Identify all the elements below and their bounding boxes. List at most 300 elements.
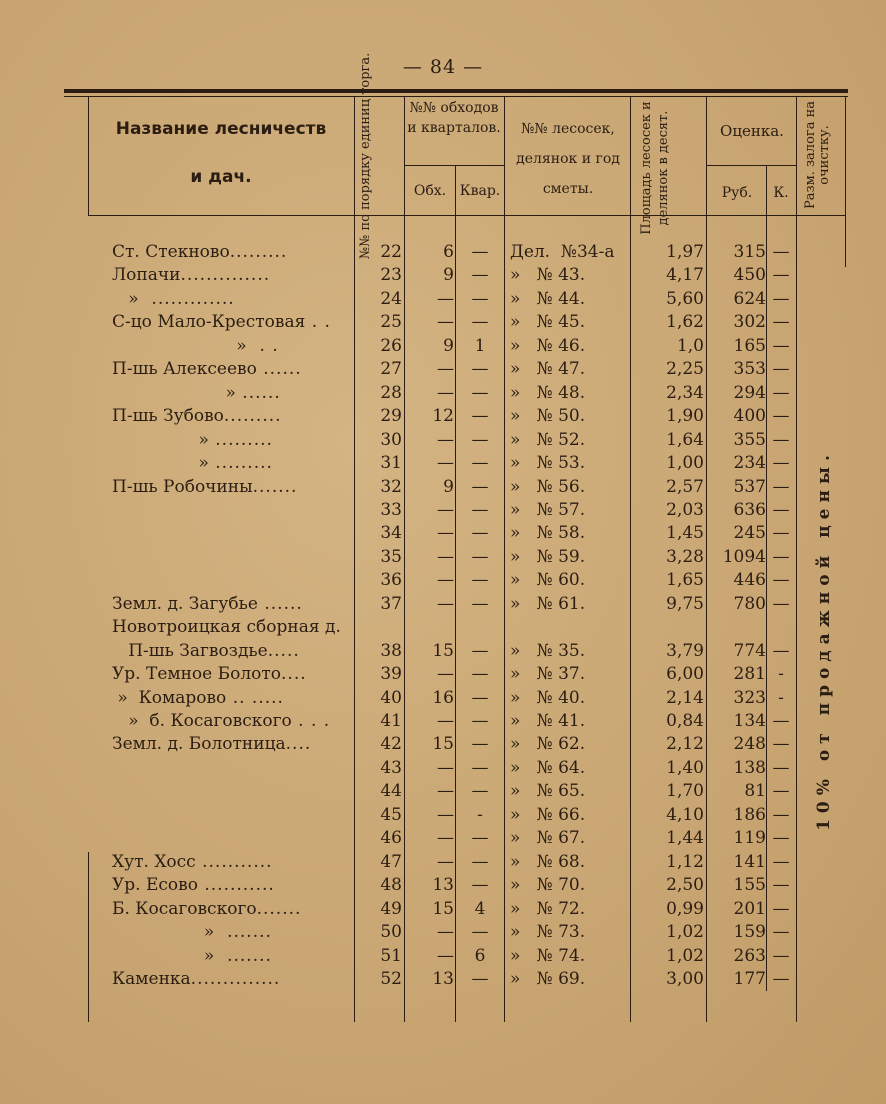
row-price-rub: 353 bbox=[733, 359, 766, 380]
table-border-left bbox=[88, 97, 89, 215]
row-name-text: Новотроицкая сборная д. bbox=[112, 617, 341, 638]
row-price-rub: 636 bbox=[733, 499, 766, 520]
row-name-text: » bbox=[112, 453, 209, 474]
row-kvartal: — bbox=[471, 312, 489, 333]
row-price-rub: 159 bbox=[733, 922, 766, 943]
row-area: 1,0 bbox=[676, 335, 704, 356]
row-name-text: Каменка bbox=[112, 968, 191, 989]
row-name-text: Ст. Стекново bbox=[112, 242, 230, 262]
row-name bbox=[112, 593, 352, 616]
row-obhod: 12 bbox=[432, 406, 454, 427]
table-row bbox=[0, 358, 886, 381]
row-leader-dots: .... bbox=[281, 664, 307, 685]
row-name bbox=[112, 710, 352, 733]
row-kvartal: — bbox=[471, 499, 489, 520]
row-delyanka: » № 65. bbox=[510, 781, 586, 802]
row-name-text: » bbox=[112, 288, 139, 309]
row-price-rub: 281 bbox=[733, 664, 766, 685]
row-name-text: Хут. Хосс bbox=[112, 851, 196, 872]
row-lot-number: 34 bbox=[380, 523, 402, 544]
row-price-kop: — bbox=[772, 406, 790, 427]
row-leader-dots: ....... bbox=[256, 898, 302, 919]
header-name-line1: Название лесничеств bbox=[115, 119, 327, 139]
row-kvartal: — bbox=[471, 570, 489, 591]
header-zalog: Разм. залога на очистку. bbox=[803, 101, 832, 209]
row-area: 4,10 bbox=[666, 804, 704, 825]
row-delyanka: » № 61. bbox=[510, 593, 586, 614]
row-name bbox=[112, 288, 352, 311]
row-delyanka: » № 45. bbox=[510, 312, 586, 333]
header-kvar: Квар. bbox=[459, 183, 501, 199]
row-name-text: С-цо Мало-Крестовая bbox=[112, 312, 306, 333]
row-area: 2,50 bbox=[666, 875, 704, 896]
row-leader-dots: ...... bbox=[257, 593, 303, 614]
row-obhod: — bbox=[437, 429, 454, 450]
row-price-rub: 141 bbox=[733, 851, 766, 872]
row-name-text: » Комарово bbox=[112, 687, 227, 708]
row-price-kop: — bbox=[772, 265, 790, 286]
row-lot-number: 23 bbox=[380, 265, 402, 286]
row-kvartal: — bbox=[471, 406, 489, 427]
header-name-line2: и дач. bbox=[190, 167, 252, 187]
table-row bbox=[0, 476, 886, 499]
row-name bbox=[112, 687, 352, 710]
row-price-rub: 446 bbox=[733, 570, 766, 591]
table-row bbox=[0, 874, 886, 897]
row-obhod: — bbox=[437, 828, 454, 849]
row-leader-dots: ........... bbox=[195, 851, 273, 872]
row-obhod: — bbox=[437, 453, 454, 474]
table-row bbox=[0, 827, 886, 850]
header-lesoseki: №№ лесосек, делянок и год сметы. bbox=[516, 121, 620, 197]
row-name-text: Земл. д. Загубье bbox=[112, 593, 258, 614]
row-delyanka: » № 52. bbox=[510, 429, 586, 450]
row-name-text: Ур. Темное Болото bbox=[112, 664, 282, 685]
row-leader-dots: .. ..... bbox=[226, 687, 284, 708]
row-price-rub: 355 bbox=[733, 429, 766, 450]
row-price-rub: 245 bbox=[733, 523, 766, 544]
row-price-kop: — bbox=[772, 570, 790, 591]
row-delyanka: » № 72. bbox=[510, 898, 586, 919]
row-price-rub: 294 bbox=[733, 382, 766, 403]
row-area: 0,99 bbox=[666, 898, 704, 919]
table-row bbox=[0, 452, 886, 475]
row-obhod: — bbox=[437, 922, 454, 943]
row-price-kop: — bbox=[772, 312, 790, 333]
row-delyanka: » № 53. bbox=[510, 453, 586, 474]
row-leader-dots: ....... bbox=[214, 922, 272, 943]
row-delyanka: » № 69. bbox=[510, 968, 586, 989]
row-area: 1,02 bbox=[666, 945, 704, 966]
header-obh-kvar: №№ обходов и кварталов. bbox=[407, 100, 501, 136]
header-obh: Обх. bbox=[413, 183, 447, 199]
row-area: 2,03 bbox=[666, 499, 704, 520]
row-name-text: » bbox=[112, 922, 215, 943]
table-row bbox=[0, 733, 886, 756]
row-price-kop: — bbox=[772, 945, 790, 966]
row-area: 1,65 bbox=[666, 570, 704, 591]
row-delyanka: » № 43. bbox=[510, 265, 586, 286]
row-price-kop: - bbox=[778, 687, 784, 708]
table-row bbox=[0, 851, 886, 874]
row-price-kop: — bbox=[772, 359, 790, 380]
row-name bbox=[112, 264, 352, 287]
row-price-rub: 201 bbox=[733, 898, 766, 919]
row-price-rub: 263 bbox=[733, 945, 766, 966]
table-row bbox=[0, 968, 886, 991]
row-price-rub: 400 bbox=[733, 406, 766, 427]
row-area: 2,57 bbox=[666, 476, 704, 497]
row-kvartal: — bbox=[471, 734, 489, 755]
row-delyanka: » № 73. bbox=[510, 922, 586, 943]
row-price-kop: — bbox=[772, 922, 790, 943]
row-kvartal: — bbox=[471, 828, 489, 849]
row-kvartal: — bbox=[471, 453, 489, 474]
row-price-rub: 248 bbox=[733, 734, 766, 755]
row-price-kop: — bbox=[772, 242, 790, 262]
row-obhod: — bbox=[437, 359, 454, 380]
row-kvartal: — bbox=[471, 757, 489, 778]
row-lot-number: 22 bbox=[380, 242, 402, 262]
row-price-rub: 780 bbox=[733, 593, 766, 614]
row-obhod: — bbox=[437, 499, 454, 520]
row-price-rub: 234 bbox=[733, 453, 766, 474]
row-leader-dots: ......... bbox=[229, 242, 288, 262]
row-lot-number: 41 bbox=[380, 711, 402, 731]
row-kvartal: — bbox=[471, 664, 489, 685]
row-obhod: — bbox=[437, 546, 454, 567]
table-row bbox=[0, 499, 886, 522]
row-kvartal: 4 bbox=[474, 898, 486, 919]
row-delyanka: » № 70. bbox=[510, 875, 586, 896]
row-leader-dots: ....... bbox=[214, 945, 272, 966]
row-price-rub: 138 bbox=[733, 757, 766, 778]
row-lot-number: 44 bbox=[380, 781, 402, 802]
row-lot-number: 33 bbox=[380, 499, 402, 520]
row-kvartal: — bbox=[471, 523, 489, 544]
row-kvartal: — bbox=[471, 429, 489, 450]
row-price-kop: — bbox=[772, 875, 790, 896]
row-delyanka: » № 41. bbox=[510, 711, 586, 731]
row-obhod: — bbox=[437, 781, 454, 802]
row-lot-number: 35 bbox=[380, 546, 402, 567]
top-rule-thin bbox=[64, 96, 848, 97]
row-kvartal: — bbox=[471, 781, 489, 802]
row-price-rub: 155 bbox=[733, 875, 766, 896]
row-name bbox=[112, 921, 352, 944]
row-area: 3,79 bbox=[666, 640, 704, 661]
row-lot-number: 45 bbox=[380, 804, 402, 825]
row-area: 1,40 bbox=[666, 757, 704, 778]
row-area: 1,12 bbox=[666, 851, 704, 872]
header-subrule bbox=[706, 165, 796, 166]
row-lot-number: 28 bbox=[380, 382, 402, 403]
row-price-rub: 186 bbox=[733, 804, 766, 825]
row-kvartal: 1 bbox=[474, 335, 486, 356]
row-leader-dots: . . . bbox=[291, 711, 331, 731]
row-lot-number: 37 bbox=[380, 593, 402, 614]
row-name bbox=[112, 733, 352, 756]
row-leader-dots: ......... bbox=[208, 453, 273, 474]
row-name-text: » bbox=[112, 382, 236, 403]
row-price-kop: — bbox=[772, 640, 790, 661]
table-row bbox=[0, 663, 886, 686]
row-name bbox=[112, 335, 352, 358]
row-obhod: — bbox=[437, 523, 454, 544]
row-leader-dots: ..... bbox=[267, 640, 300, 661]
row-price-kop: — bbox=[772, 828, 790, 849]
row-area: 4,17 bbox=[666, 265, 704, 286]
row-name-text: Б. Косаговского bbox=[112, 898, 257, 919]
row-kvartal: — bbox=[471, 242, 489, 262]
row-delyanka: » № 37. bbox=[510, 664, 586, 685]
row-lot-number: 26 bbox=[380, 335, 402, 356]
row-kvartal: — bbox=[471, 546, 489, 567]
row-obhod: — bbox=[437, 382, 454, 403]
row-kvartal: — bbox=[471, 851, 489, 872]
row-obhod: 9 bbox=[443, 335, 454, 356]
row-lot-number: 25 bbox=[380, 312, 402, 333]
row-obhod: 15 bbox=[432, 640, 454, 661]
row-lot-number: 52 bbox=[380, 968, 402, 989]
row-obhod: — bbox=[437, 288, 454, 309]
row-delyanka: » № 47. bbox=[510, 359, 586, 380]
row-price-kop: — bbox=[772, 429, 790, 450]
row-name bbox=[112, 311, 352, 334]
row-area: 5,60 bbox=[666, 288, 704, 309]
table-row bbox=[0, 382, 886, 405]
row-lot-number: 43 bbox=[380, 757, 402, 778]
row-kvartal: — bbox=[471, 968, 489, 989]
row-kvartal: — bbox=[471, 359, 489, 380]
row-price-rub: 302 bbox=[733, 312, 766, 333]
row-lot-number: 30 bbox=[380, 429, 402, 450]
row-area: 1,02 bbox=[666, 922, 704, 943]
row-price-rub: 315 bbox=[733, 242, 766, 262]
row-delyanka: » № 35. bbox=[510, 640, 586, 661]
row-lot-number: 27 bbox=[380, 359, 402, 380]
row-lot-number: 29 bbox=[380, 406, 402, 427]
row-delyanka: » № 67. bbox=[510, 828, 586, 849]
row-kvartal: — bbox=[471, 265, 489, 286]
row-area: 3,00 bbox=[666, 968, 704, 989]
row-name-text: » bbox=[112, 945, 215, 966]
table-row bbox=[0, 241, 886, 264]
row-price-rub: 81 bbox=[744, 781, 766, 802]
row-lot-number: 38 bbox=[380, 640, 402, 661]
row-kvartal: — bbox=[471, 640, 489, 661]
row-name-text: П-шь Загвоздье bbox=[112, 640, 268, 661]
header-ocenka: Оценка. bbox=[720, 122, 784, 140]
table-row bbox=[0, 429, 886, 452]
row-price-kop: - bbox=[778, 664, 784, 685]
table-row bbox=[0, 593, 886, 616]
row-price-kop: — bbox=[772, 335, 790, 356]
row-obhod: — bbox=[437, 711, 454, 731]
row-area: 1,90 bbox=[666, 406, 704, 427]
row-name-text: » bbox=[112, 429, 209, 450]
row-obhod: 13 bbox=[432, 875, 454, 896]
table-row bbox=[0, 335, 886, 358]
row-name bbox=[112, 640, 352, 663]
row-price-kop: — bbox=[772, 523, 790, 544]
row-leader-dots: ............. bbox=[138, 288, 235, 309]
row-area: 2,14 bbox=[666, 687, 704, 708]
row-price-rub: 1094 bbox=[722, 546, 766, 567]
row-kvartal: — bbox=[471, 922, 489, 943]
row-area: 2,25 bbox=[666, 359, 704, 380]
row-price-kop: — bbox=[772, 804, 790, 825]
table-row bbox=[0, 640, 886, 663]
row-delyanka: » № 59. bbox=[510, 546, 586, 567]
row-obhod: — bbox=[437, 312, 454, 333]
table-row bbox=[0, 687, 886, 710]
row-price-kop: — bbox=[772, 757, 790, 778]
row-price-kop: — bbox=[772, 711, 790, 731]
table-row bbox=[0, 569, 886, 592]
row-lot-number: 40 bbox=[380, 687, 402, 708]
row-kvartal: — bbox=[471, 875, 489, 896]
row-delyanka: » № 50. bbox=[510, 406, 586, 427]
row-name-text: » б. Косаговского bbox=[112, 711, 292, 731]
row-leader-dots: ....... bbox=[252, 476, 298, 497]
row-kvartal: — bbox=[471, 288, 489, 309]
row-price-kop: — bbox=[772, 781, 790, 802]
row-lot-number: 49 bbox=[380, 898, 402, 919]
row-kvartal: — bbox=[471, 476, 489, 497]
row-area: 1,44 bbox=[666, 828, 704, 849]
row-obhod: 13 bbox=[432, 968, 454, 989]
row-price-kop: — bbox=[772, 851, 790, 872]
row-price-kop: — bbox=[772, 476, 790, 497]
row-price-rub: 450 bbox=[733, 265, 766, 286]
row-area: 2,34 bbox=[666, 382, 704, 403]
row-name bbox=[112, 358, 352, 381]
header-area: Площадь лесосек и делянок в десят. bbox=[639, 101, 671, 235]
header-kop: К. bbox=[773, 185, 789, 201]
row-obhod: — bbox=[437, 757, 454, 778]
row-name-text: П-шь Алексеево bbox=[112, 359, 257, 380]
row-delyanka: » № 68. bbox=[510, 851, 586, 872]
row-name-text: Ур. Есово bbox=[112, 875, 198, 896]
table-row bbox=[0, 780, 886, 803]
row-kvartal: 6 bbox=[474, 945, 486, 966]
row-obhod: — bbox=[437, 804, 454, 825]
table-row bbox=[0, 616, 886, 639]
table-row bbox=[0, 311, 886, 334]
row-price-rub: 624 bbox=[733, 288, 766, 309]
row-leader-dots: ...... bbox=[256, 359, 302, 380]
row-name bbox=[112, 898, 352, 921]
row-obhod: — bbox=[437, 570, 454, 591]
row-price-rub: 177 bbox=[733, 968, 766, 989]
row-lot-number: 48 bbox=[380, 875, 402, 896]
table-row bbox=[0, 522, 886, 545]
row-name bbox=[112, 476, 352, 499]
row-price-kop: — bbox=[772, 382, 790, 403]
row-price-kop: — bbox=[772, 968, 790, 989]
row-name bbox=[112, 968, 352, 991]
row-delyanka: » № 56. bbox=[510, 476, 586, 497]
row-obhod: — bbox=[437, 593, 454, 614]
row-area: 9,75 bbox=[666, 593, 704, 614]
row-price-rub: 119 bbox=[733, 828, 766, 849]
row-obhod: 15 bbox=[432, 898, 454, 919]
row-name bbox=[112, 851, 352, 874]
row-leader-dots: .............. bbox=[180, 265, 271, 286]
row-name bbox=[112, 382, 352, 405]
row-name-text: Земл. д. Болотница bbox=[112, 734, 286, 755]
row-price-kop: — bbox=[772, 453, 790, 474]
table-row bbox=[0, 757, 886, 780]
row-area: 1,70 bbox=[666, 781, 704, 802]
table-row bbox=[0, 546, 886, 569]
row-kvartal: - bbox=[477, 804, 483, 825]
row-lot-number: 51 bbox=[380, 945, 402, 966]
row-area: 1,45 bbox=[666, 523, 704, 544]
row-name bbox=[112, 241, 352, 264]
row-name bbox=[112, 945, 352, 968]
row-leader-dots: ...... bbox=[235, 382, 281, 403]
row-price-kop: — bbox=[772, 898, 790, 919]
row-obhod: 15 bbox=[432, 734, 454, 755]
row-delyanka: » № 60. bbox=[510, 570, 586, 591]
row-kvartal: — bbox=[471, 593, 489, 614]
row-leader-dots: ......... bbox=[208, 429, 273, 450]
side-note-text: 10% от продажной цены. bbox=[814, 449, 834, 831]
row-name-text: Лопачи bbox=[112, 265, 181, 286]
page-number: — 84 — bbox=[402, 56, 484, 78]
row-obhod: 16 bbox=[432, 687, 454, 708]
table-row bbox=[0, 898, 886, 921]
row-name bbox=[112, 405, 352, 428]
header-bottom-rule bbox=[88, 215, 845, 216]
row-name bbox=[112, 874, 352, 897]
row-delyanka: » № 74. bbox=[510, 945, 586, 966]
table-row bbox=[0, 710, 886, 733]
row-price-kop: — bbox=[772, 546, 790, 567]
row-area: 1,64 bbox=[666, 429, 704, 450]
header-subrule bbox=[404, 165, 504, 166]
row-leader-dots: . . bbox=[246, 335, 279, 356]
row-delyanka: » № 57. bbox=[510, 499, 586, 520]
table-row bbox=[0, 804, 886, 827]
row-obhod: — bbox=[437, 945, 454, 966]
row-lot-number: 42 bbox=[380, 734, 402, 755]
table-row bbox=[0, 288, 886, 311]
row-name-text: П-шь Зубово bbox=[112, 406, 224, 427]
row-leader-dots: . . bbox=[305, 312, 331, 333]
header-rub: Руб. bbox=[721, 185, 753, 201]
row-delyanka: » № 44. bbox=[510, 288, 586, 309]
row-kvartal: — bbox=[471, 687, 489, 708]
row-delyanka: » № 62. bbox=[510, 734, 586, 755]
row-lot-number: 50 bbox=[380, 922, 402, 943]
row-obhod: 9 bbox=[443, 265, 454, 286]
row-name bbox=[112, 663, 352, 686]
header-lot-number: №№ по порядку единиц торга. bbox=[358, 52, 373, 260]
row-leader-dots: ......... bbox=[223, 406, 282, 427]
row-leader-dots: .... bbox=[285, 734, 312, 755]
row-area: 2,12 bbox=[666, 734, 704, 755]
row-leader-dots: .............. bbox=[190, 968, 281, 989]
row-lot-number: 36 bbox=[380, 570, 402, 591]
row-price-kop: — bbox=[772, 593, 790, 614]
row-price-kop: — bbox=[772, 288, 790, 309]
row-obhod: — bbox=[437, 664, 454, 685]
row-area: 1,97 bbox=[666, 242, 704, 262]
row-delyanka: » № 46. bbox=[510, 335, 586, 356]
